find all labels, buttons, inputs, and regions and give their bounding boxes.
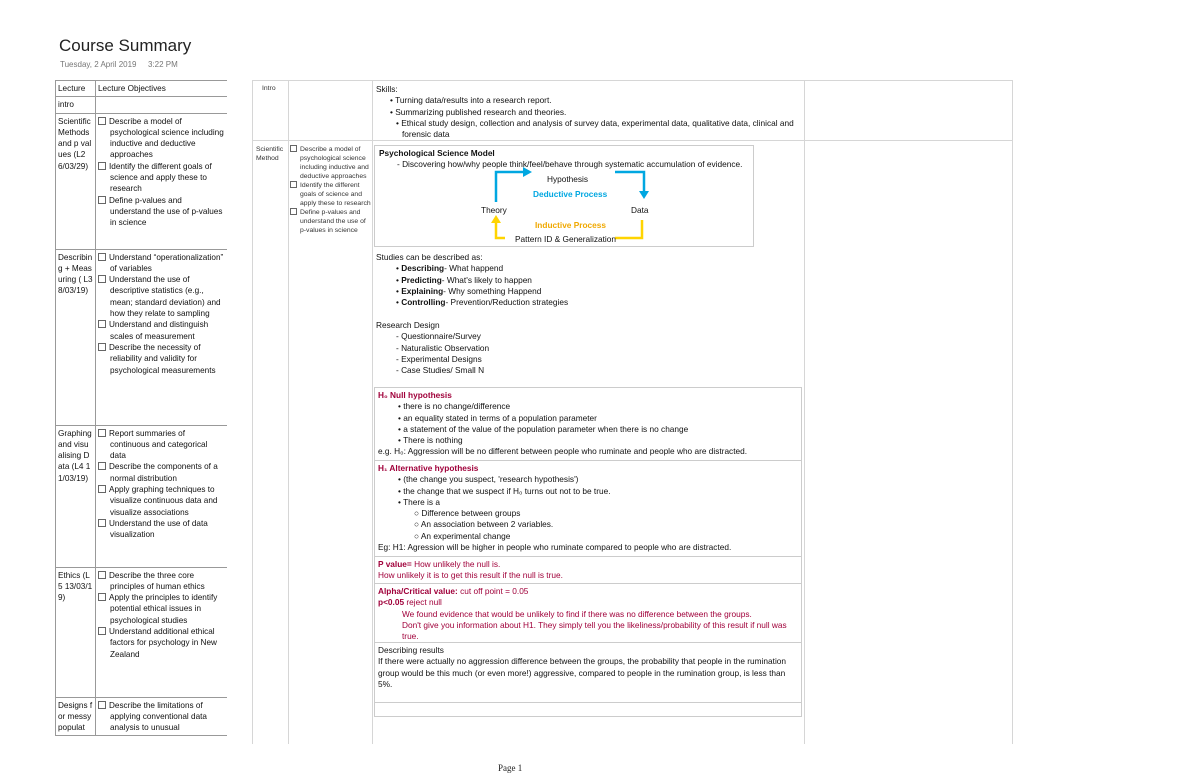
table-row <box>56 567 228 697</box>
lecture-cell: Scientific Methods and p values (L2 6/03/29) <box>56 113 96 249</box>
design-heading: Research Design <box>376 320 440 330</box>
section-divider <box>375 583 801 584</box>
row-divider <box>252 80 1013 81</box>
inductive-arrow-right <box>615 220 642 238</box>
checkbox-icon[interactable] <box>98 253 106 261</box>
lecture-cell: Ethics (L5 13/03/19) <box>56 567 96 697</box>
checkbox-icon[interactable] <box>98 485 106 493</box>
objective-text: Apply graphing techniques to visualize continuous data and visualize associations <box>109 485 218 517</box>
list-item: • an equality stated in terms of a population parameter <box>398 412 597 423</box>
column-divider <box>252 80 253 744</box>
deductive-arrow-right <box>615 172 644 191</box>
objective-text: Identify the different goals of science and apply these to research <box>300 182 371 207</box>
h0-section <box>378 390 798 458</box>
objective-text: Describe a model of psychological science including inductive and deductive approaches <box>109 116 224 160</box>
lecture-cell: intro <box>56 97 96 113</box>
lecture-table <box>55 80 227 744</box>
list-item: • a statement of the value of the population parameter when there is no change <box>398 423 689 434</box>
checkbox-icon[interactable] <box>290 208 297 215</box>
deductive-label: Deductive Process <box>533 189 608 199</box>
pvalue-line1: How unlikely the null is. <box>414 559 501 569</box>
objective-text: Describe the three core principles of human ethics <box>109 570 205 591</box>
theory-label: Theory <box>481 205 507 215</box>
checkbox-icon[interactable] <box>98 462 106 470</box>
table-header-row <box>56 81 228 97</box>
skills-block <box>376 84 800 140</box>
list-item: ○ An experimental change <box>414 530 511 541</box>
pvalue-section <box>378 559 798 582</box>
alpha-label: Alpha/Critical value: <box>378 586 458 596</box>
list-item: • Ethical study design, collection and analysis of survey data, experimental data, qualitative data, clinical and forensic data <box>396 117 794 140</box>
checkbox-icon[interactable] <box>98 571 106 579</box>
list-item: • there is no change/difference <box>398 401 511 412</box>
model-title: Psychological Science Model <box>379 148 495 158</box>
table-row <box>56 697 228 736</box>
objective-text: Describe the necessity of reliability and validity for psychological measurements <box>109 342 216 375</box>
objective-text: Understand the use of data visualization <box>109 518 208 540</box>
objectives-cell <box>96 113 228 249</box>
studies-block <box>376 252 800 308</box>
section-divider <box>375 460 801 461</box>
section-divider <box>375 702 801 703</box>
objective-text: Understand and distinguish scales of measurement <box>109 320 209 341</box>
objective-text: Understand “operationalization” of variables <box>109 252 224 273</box>
objective-text: Describe a model of psychological science including inductive and deductive approaches <box>300 146 369 180</box>
checkbox-icon[interactable] <box>98 117 106 125</box>
column-divider <box>1012 80 1013 744</box>
objective-text: Report summaries of continuous and categorical data <box>109 428 208 461</box>
checkbox-icon[interactable] <box>98 701 106 709</box>
science-model-box <box>374 145 754 247</box>
column-divider <box>372 80 373 744</box>
objectives-cell <box>96 249 228 425</box>
alpha-value: cut off point = 0.05 <box>460 586 529 596</box>
inductive-label: Inductive Process <box>535 220 607 230</box>
deductive-arrowhead-left <box>523 167 532 177</box>
checkbox-icon[interactable] <box>98 429 106 437</box>
table-row <box>56 113 228 249</box>
list-item: • Describing- What happend <box>396 263 504 274</box>
objectives-cell <box>96 425 228 567</box>
alpha-note1: We found evidence that would be unlikely to find if there was no difference between the groups. <box>402 608 752 619</box>
page-title: Course Summary <box>59 36 192 55</box>
checkbox-icon[interactable] <box>98 519 106 527</box>
deductive-arrowhead-right <box>639 191 649 199</box>
page-date: Tuesday, 2 April 2019 <box>60 60 137 69</box>
list-item: • Turning data/results into a research report. <box>390 95 552 106</box>
page-time: 3:22 PM <box>148 60 178 69</box>
objective-text: Describe the limitations of applying conventional data analysis to unusual <box>109 700 207 733</box>
list-item: • the change that we suspect if H₀ turns out not to be true. <box>398 485 611 496</box>
section-divider <box>375 556 801 557</box>
pvalue-label: P value= <box>378 559 412 569</box>
checkbox-icon[interactable] <box>290 145 297 152</box>
list-item: • Predicting- What's likely to happen <box>396 274 532 285</box>
describing-text: If there were actually no aggression difference between the groups, the probability that people in the rumination group would be this much (or even more!) aggressive, compared to people in the rumination group, is less than 5%. <box>378 656 787 689</box>
table-row <box>56 425 228 567</box>
h1-example: Eg: H1: Agression will be higher in people who ruminate compared to people who are distracted. <box>378 542 732 553</box>
page-footer: Page 1 <box>498 763 523 773</box>
objective-text: Define p-values and understand the use of p-values in science <box>300 209 366 234</box>
checkbox-icon[interactable] <box>98 320 106 328</box>
data-label: Data <box>631 205 649 215</box>
objective-text: Identify the different goals of science and apply these to research <box>109 161 212 194</box>
objective-text: Understand additional ethical factors for psychology in New Zealand <box>109 627 217 659</box>
objective-text: Understand the use of descriptive statistics (e.g., mean; standard deviation) and how they relate to sampling <box>109 275 221 319</box>
list-item: - Experimental Designs <box>396 353 482 364</box>
list-item: - Questionnaire/Survey <box>396 331 481 342</box>
checkbox-icon[interactable] <box>98 275 106 283</box>
checkbox-icon[interactable] <box>98 196 106 204</box>
table-row <box>56 97 228 113</box>
objectives-cell <box>96 97 228 113</box>
inductive-arrow-left <box>496 223 505 238</box>
objective-text: Describe the components of a normal distribution <box>109 462 218 483</box>
design-block <box>376 320 800 376</box>
list-item: ○ Difference between groups <box>414 508 521 519</box>
h0-title: H₀ Null hypothesis <box>378 390 452 400</box>
deductive-arrow-left <box>496 172 523 202</box>
h0-example: e.g. H₀: Aggression will be no different between people who ruminate and people who are distracted. <box>378 446 748 457</box>
lecture-cell: Graphing and visualising Data (L4 11/03/19) <box>56 425 96 567</box>
studies-heading: Studies can be described as: <box>376 252 483 262</box>
pvalue-line2: How unlikely it is to get this result if the null is true. <box>378 570 563 581</box>
h1-title: H₁ Alternative hypothesis <box>378 463 479 473</box>
header-lecture: Lecture <box>56 81 96 97</box>
checkbox-icon[interactable] <box>98 343 106 351</box>
checkbox-icon[interactable] <box>98 593 106 601</box>
objective-text: Define p-values and understand the use of p-values in science <box>109 195 223 228</box>
model-subtitle: - Discovering how/why people think/feel/behave through systematic accumulation of evidence. <box>397 159 743 169</box>
scientific-method-label: Scientific Method <box>256 146 284 162</box>
describing-section <box>378 645 798 690</box>
intro-label: Intro <box>262 85 276 92</box>
column-divider <box>804 80 805 744</box>
describing-heading: Describing results <box>378 645 444 655</box>
sci-objectives <box>290 145 372 235</box>
pattern-label: Pattern ID & Generalization <box>515 234 616 244</box>
list-item: ○ An association between 2 variables. <box>414 519 554 530</box>
objectives-cell <box>96 567 228 697</box>
column-divider <box>288 80 289 744</box>
checkbox-icon[interactable] <box>98 627 106 635</box>
alpha-rule-bold: p<0.05 <box>378 597 405 608</box>
hypothesis-label: Hypothesis <box>547 174 589 184</box>
skills-heading: Skills: <box>376 84 398 94</box>
header-objectives: Lecture Objectives <box>96 81 228 97</box>
list-item: • (the change you suspect, 'research hypothesis') <box>398 474 579 485</box>
list-item: - Case Studies/ Small N <box>396 365 485 376</box>
lecture-cell: Describing + Measuring ( L3 8/03/19) <box>56 249 96 425</box>
checkbox-icon[interactable] <box>290 181 297 188</box>
lecture-cell: Designs for messy populat <box>56 697 96 736</box>
h1-section <box>378 463 798 553</box>
list-item: - Naturalistic Observation <box>396 342 490 353</box>
list-item: • There is nothing <box>398 435 463 446</box>
objectives-cell <box>96 697 228 736</box>
objective-text: Apply the principles to identify potential ethical issues in psychological studies <box>109 593 218 625</box>
list-item: • Explaining- Why something Happend <box>396 285 542 296</box>
checkbox-icon[interactable] <box>98 162 106 170</box>
table-row <box>56 249 228 425</box>
list-item: • There is a <box>398 496 440 507</box>
alpha-rule: reject null <box>406 597 442 608</box>
alpha-section <box>378 586 798 642</box>
list-item: • Summarizing published research and theories. <box>390 106 567 117</box>
alpha-note2: Don't give you information about H1. They simply tell you the likeliness/probability of this result if null was true. <box>402 619 787 642</box>
list-item: • Controlling- Prevention/Reduction strategies <box>396 297 569 308</box>
